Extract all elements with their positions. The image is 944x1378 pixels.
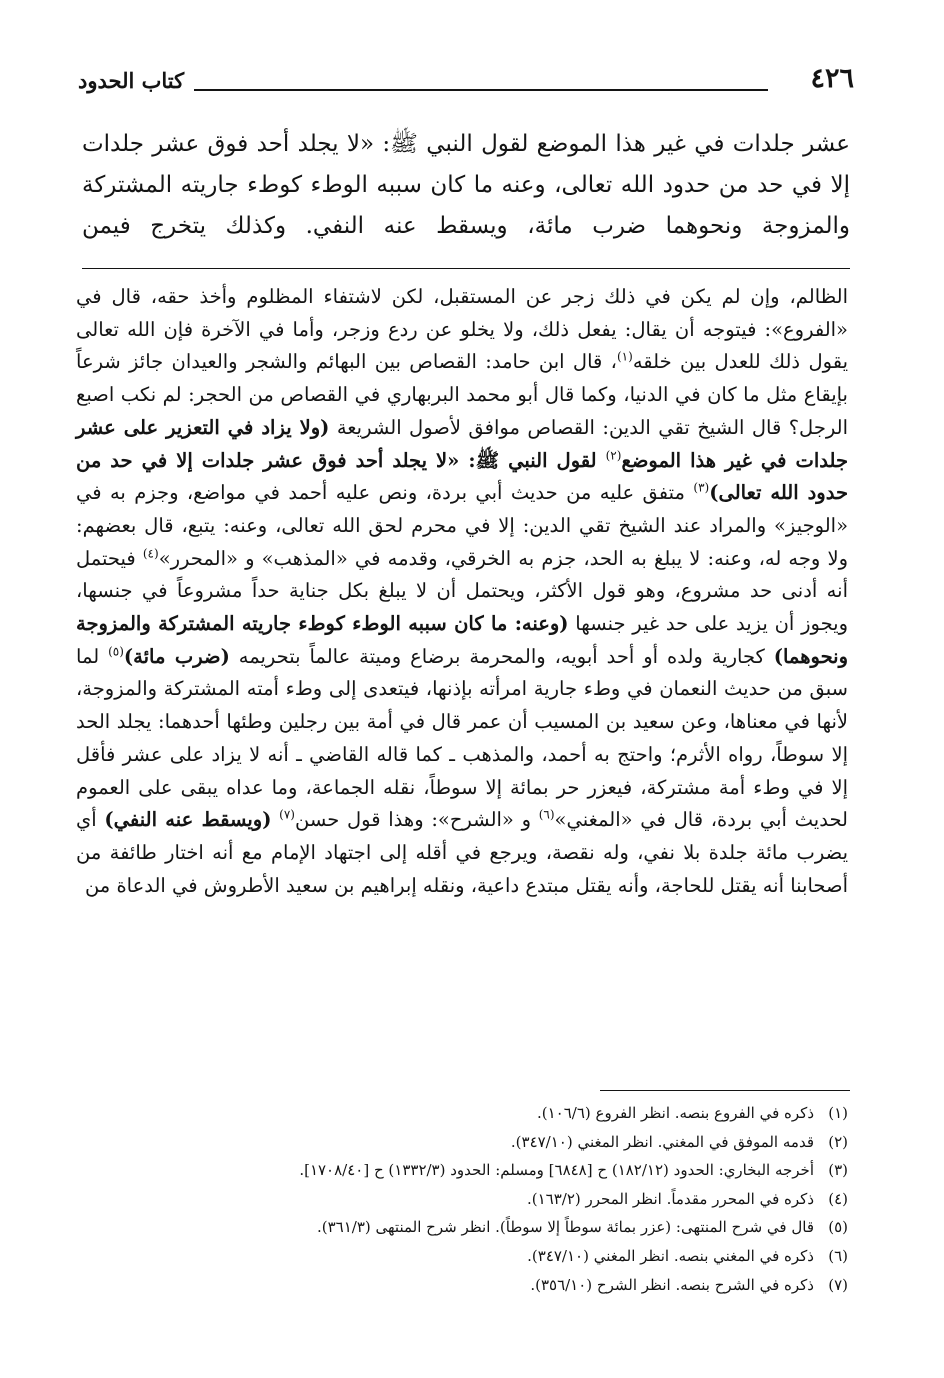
quoted-matn-text: لقول النبي ﷺ: «لا يجلد أحد فوق عشر جلدات إلا في حد من حدود الله تعالى): [76, 448, 849, 505]
footnote-7: [88, 1271, 848, 1300]
footnote-text: ذكره في الفروع بنصه. انظر الفروع (١٠٦/٦).: [536, 1104, 814, 1122]
main-text-divider: [82, 268, 850, 269]
footnotes: [88, 1099, 848, 1299]
footnote-2: [88, 1128, 848, 1157]
footnote-1: [88, 1099, 848, 1128]
footnote-ref-4: (٤): [142, 546, 159, 561]
commentary-text: ، قال ابن حامد: القصاص بين البهائم والشجر والعيدان جائز شرعاً بإيقاع مثل ما كان في الدنيا، وكما قال أبو محمد البربهاري في القصاص من الحجر: لم نكب اصبع الرجل؟ قال الشيخ تقي الدين: القصاص موافق لأصول الشريعة: [76, 350, 848, 439]
footnote-3: [88, 1156, 848, 1185]
commentary-paragraph: [76, 281, 848, 902]
footnote-ref-5: (٥): [108, 644, 124, 659]
quoted-matn-text: (ضرب مائة): [123, 644, 230, 668]
footnote-number: (٦): [828, 1246, 848, 1265]
footnote-ref-7: (٧): [279, 807, 295, 822]
footnote-number: (٣): [828, 1161, 848, 1180]
commentary-text: أي يضرب مائة جلدة بلا نفي، وله نقصة، ويرجع في أقله إلى اجتهاد الإمام مع أنه اختار طائفة من أصحابنا أنه يقتل للحاجة، وأنه يقتل مبتدع داعية، ونقله إبراهيم بن سعيد الأطروش في الدعاة من: [76, 808, 848, 897]
commentary-text: كجارية ولده أو أحد أبويه، والمحرمة برضاع وميتة عالماً بتحريمه: [229, 644, 774, 668]
footnote-number: (٧): [828, 1275, 848, 1294]
commentary-text: متفق عليه من حديث أبي بردة، ونص عليه أحمد في مواضع، وجزم به في «الوجيز» والمراد عند الشيخ تقي الدين: إلا في محرم لحق الله تعالى، وعنه: يتبع، قال بعضهم: ولا وجه له، وعنه: لا يبلغ به الحد، جزم به الخرقي، وقدمه في «المذهب» و «المحرر»: [76, 481, 849, 570]
commentary: [76, 281, 848, 902]
footnote-text: قدمه الموفق في المغني. انظر المغني (٣٤٧/١٠).: [510, 1132, 814, 1151]
quoted-matn-text: (وعنه: ما كان سببه الوطء كوطء جاريته المشتركة والمزوجة ونحوهما): [76, 612, 848, 668]
footnote-ref-2: (٢): [605, 448, 622, 463]
page-number: ٤٢٦: [810, 63, 854, 94]
commentary-text: الظالم، وإن لم يكن في ذلك زجر عن المستقبل، لكن لاشتفاء المظلوم وأخذ حقه، قال في «الفروع»: فيتوجه أن يقال: يفعل ذلك، ولا يخلو عن ردع وزجر، وأما في الآخرة فإن الله تعالى يقول ذلك للعدل بين خلقه: [76, 285, 849, 374]
footnote-number: (٥): [828, 1218, 848, 1237]
header-rule: [194, 89, 768, 91]
footnote-divider: [600, 1090, 850, 1091]
footnote-number: (١): [828, 1104, 848, 1122]
quoted-matn-text: (ويسقط عنه النفي): [104, 808, 272, 832]
commentary-text: [271, 808, 279, 831]
footnote-4: [88, 1185, 848, 1214]
footnote-number: (٤): [828, 1189, 848, 1208]
footnote-ref-6: (٦): [538, 807, 555, 822]
running-title: كتاب الحدود: [78, 68, 185, 93]
footnote-6: [88, 1242, 848, 1271]
footnote-text: قال في شرح المنتهى: (عزر بمائة سوطاً إلا سوطاً). انظر شرح المنتهى (٣٦١/٣).: [316, 1218, 814, 1237]
footnote-text: ذكره في المغني بنصه. انظر المغني (٣٤٧/١٠).: [527, 1246, 814, 1265]
footnote-5: [88, 1213, 848, 1242]
commentary-text: فيحتمل أنه أدنى حد مشروع، وهو قول الأكثر، ويحتمل أن لا يبلغ بكل جناية حداً مشروعاً في جنسها، ويجوز أن يزيد على حد غير جنسها: [76, 546, 849, 636]
main-text-paragraph: عشر جلدات في غير هذا الموضع لقول النبي ﷺ: «لا يجلد أحد فوق عشر جلدات إلا في حد من حدود الله تعالى، وعنه ما كان سببه الوطء كوطء جاريته المشتركة والمزوجة ونحوهما ضرب مائة، ويسقط عنه النفي. وكذلك يتخرج فيمن: [82, 131, 850, 239]
footnote-ref-1: (١): [616, 349, 633, 364]
main-text: [82, 124, 850, 247]
commentary-text: و «الشرح»: وهذا قول حسن: [294, 808, 539, 832]
footnote-ref-3: (٣): [693, 480, 710, 495]
footnote-number: (٢): [828, 1132, 848, 1151]
footnote-text: أخرجه البخاري: الحدود (١٨٢/١٢) ح [٦٨٤٨] ومسلم: الحدود (١٣٣٢/٣) ح [١٧٠٨/٤٠].: [299, 1161, 814, 1180]
quoted-matn-text: (ولا يزاد في التعزير على عشر جلدات في غير هذا الموضع: [76, 415, 849, 472]
footnote-text: ذكره في الشرح بنصه. انظر الشرح (٣٥٦/١٠).: [530, 1275, 814, 1294]
page-header: [78, 62, 854, 102]
commentary-text: لما سبق من حديث النعمان في وطء جارية امرأته بإذنها، فيتعدى إلى وطء أمته المشتركة والمزوجة، لأنها في معناها، وعن سعيد بن المسيب أن عمر قال في أمة بين رجلين وطئها أحدهما: يجلد الحد إلا سوطاً، رواه الأثرم؛ واحتج به أحمد، والمذهب ـ كما قاله القاضي ـ أنه لا يزاد على عشر فأقل إلا في وطء أمة مشتركة، فيعزر حر بمائة إلا سوطاً، نقله الجماعة، وما عداه يبقى على العموم لحديث أبي بردة، قال في «المغني»: [76, 644, 848, 832]
footnote-text: ذكره في المحرر مقدماً. انظر المحرر (١٦٣/٢).: [526, 1189, 814, 1208]
